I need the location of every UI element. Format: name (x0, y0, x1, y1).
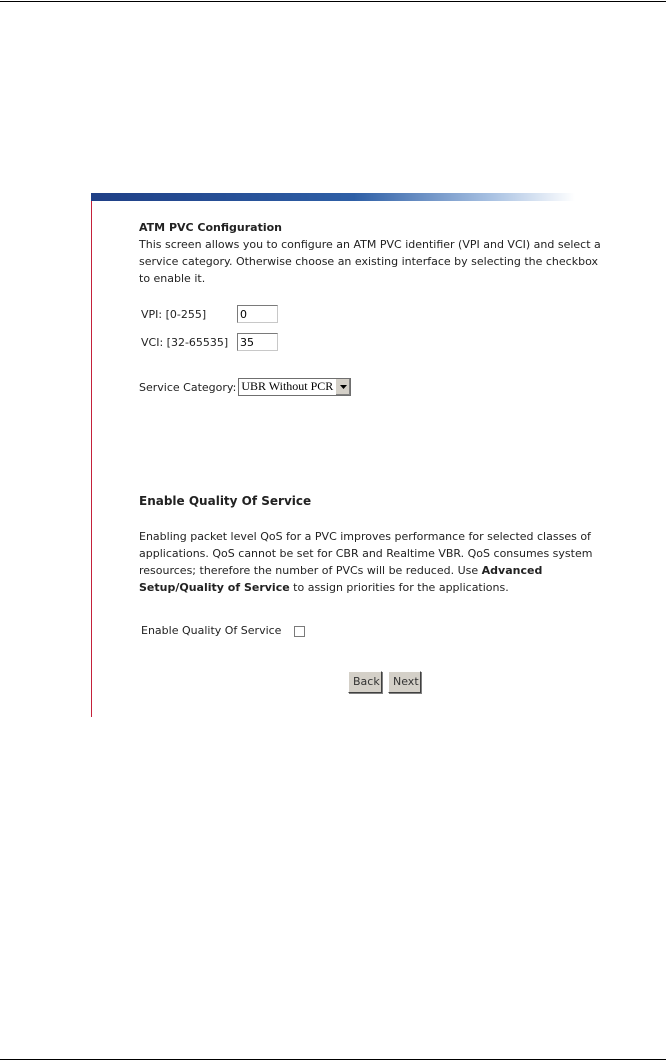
atm-pvc-panel (91, 193, 617, 717)
vpi-row (139, 303, 278, 325)
atm-description: This screen allows you to configure an ATM PVC identifier (VPI and VCI) and select a service category. Otherwise choose an existing interface by selecting the checkbox to enable it. (139, 238, 601, 285)
qos-description-link-text: Advanced Setup/Quality of Service (139, 564, 543, 594)
next-button[interactable]: Next (388, 671, 421, 693)
vci-label: VCI: [32-65535] (141, 335, 229, 349)
qos-description-start: Enabling packet level QoS for a PVC improves performance for selected classes of applications. QoS cannot be set for CBR and Realtime VBR. QoS consumes system resources; therefore the number of PVCs will be reduced. Use (139, 530, 593, 577)
service-category-select[interactable] (238, 378, 351, 396)
service-category-label: Service Category: (139, 380, 237, 394)
section-title-qos: Enable Quality Of Service (139, 494, 312, 508)
vpi-label: VPI: [0-255] (141, 307, 207, 321)
qos-description (139, 528, 609, 596)
content-area (139, 219, 609, 688)
qos-description-end: to assign priorities for the applications. (289, 581, 509, 594)
back-button[interactable]: Back (348, 671, 382, 693)
enable-qos-checkbox[interactable] (294, 626, 305, 637)
qos-checkbox-row (141, 622, 305, 639)
qos-checkbox-label: Enable Quality Of Service (141, 624, 282, 637)
vci-input[interactable] (237, 333, 278, 351)
page-bottom-rule (0, 1059, 666, 1060)
left-accent-rule (91, 201, 92, 717)
page-top-rule (0, 1, 666, 2)
chevron-down-icon[interactable] (335, 379, 350, 395)
vpi-input[interactable] (237, 305, 278, 323)
service-category-value: UBR Without PCR (241, 379, 334, 393)
service-category-row (139, 376, 351, 398)
vci-row (139, 331, 278, 353)
section-title-atm: ATM PVC Configuration (139, 221, 282, 234)
header-gradient-bar (91, 193, 617, 201)
